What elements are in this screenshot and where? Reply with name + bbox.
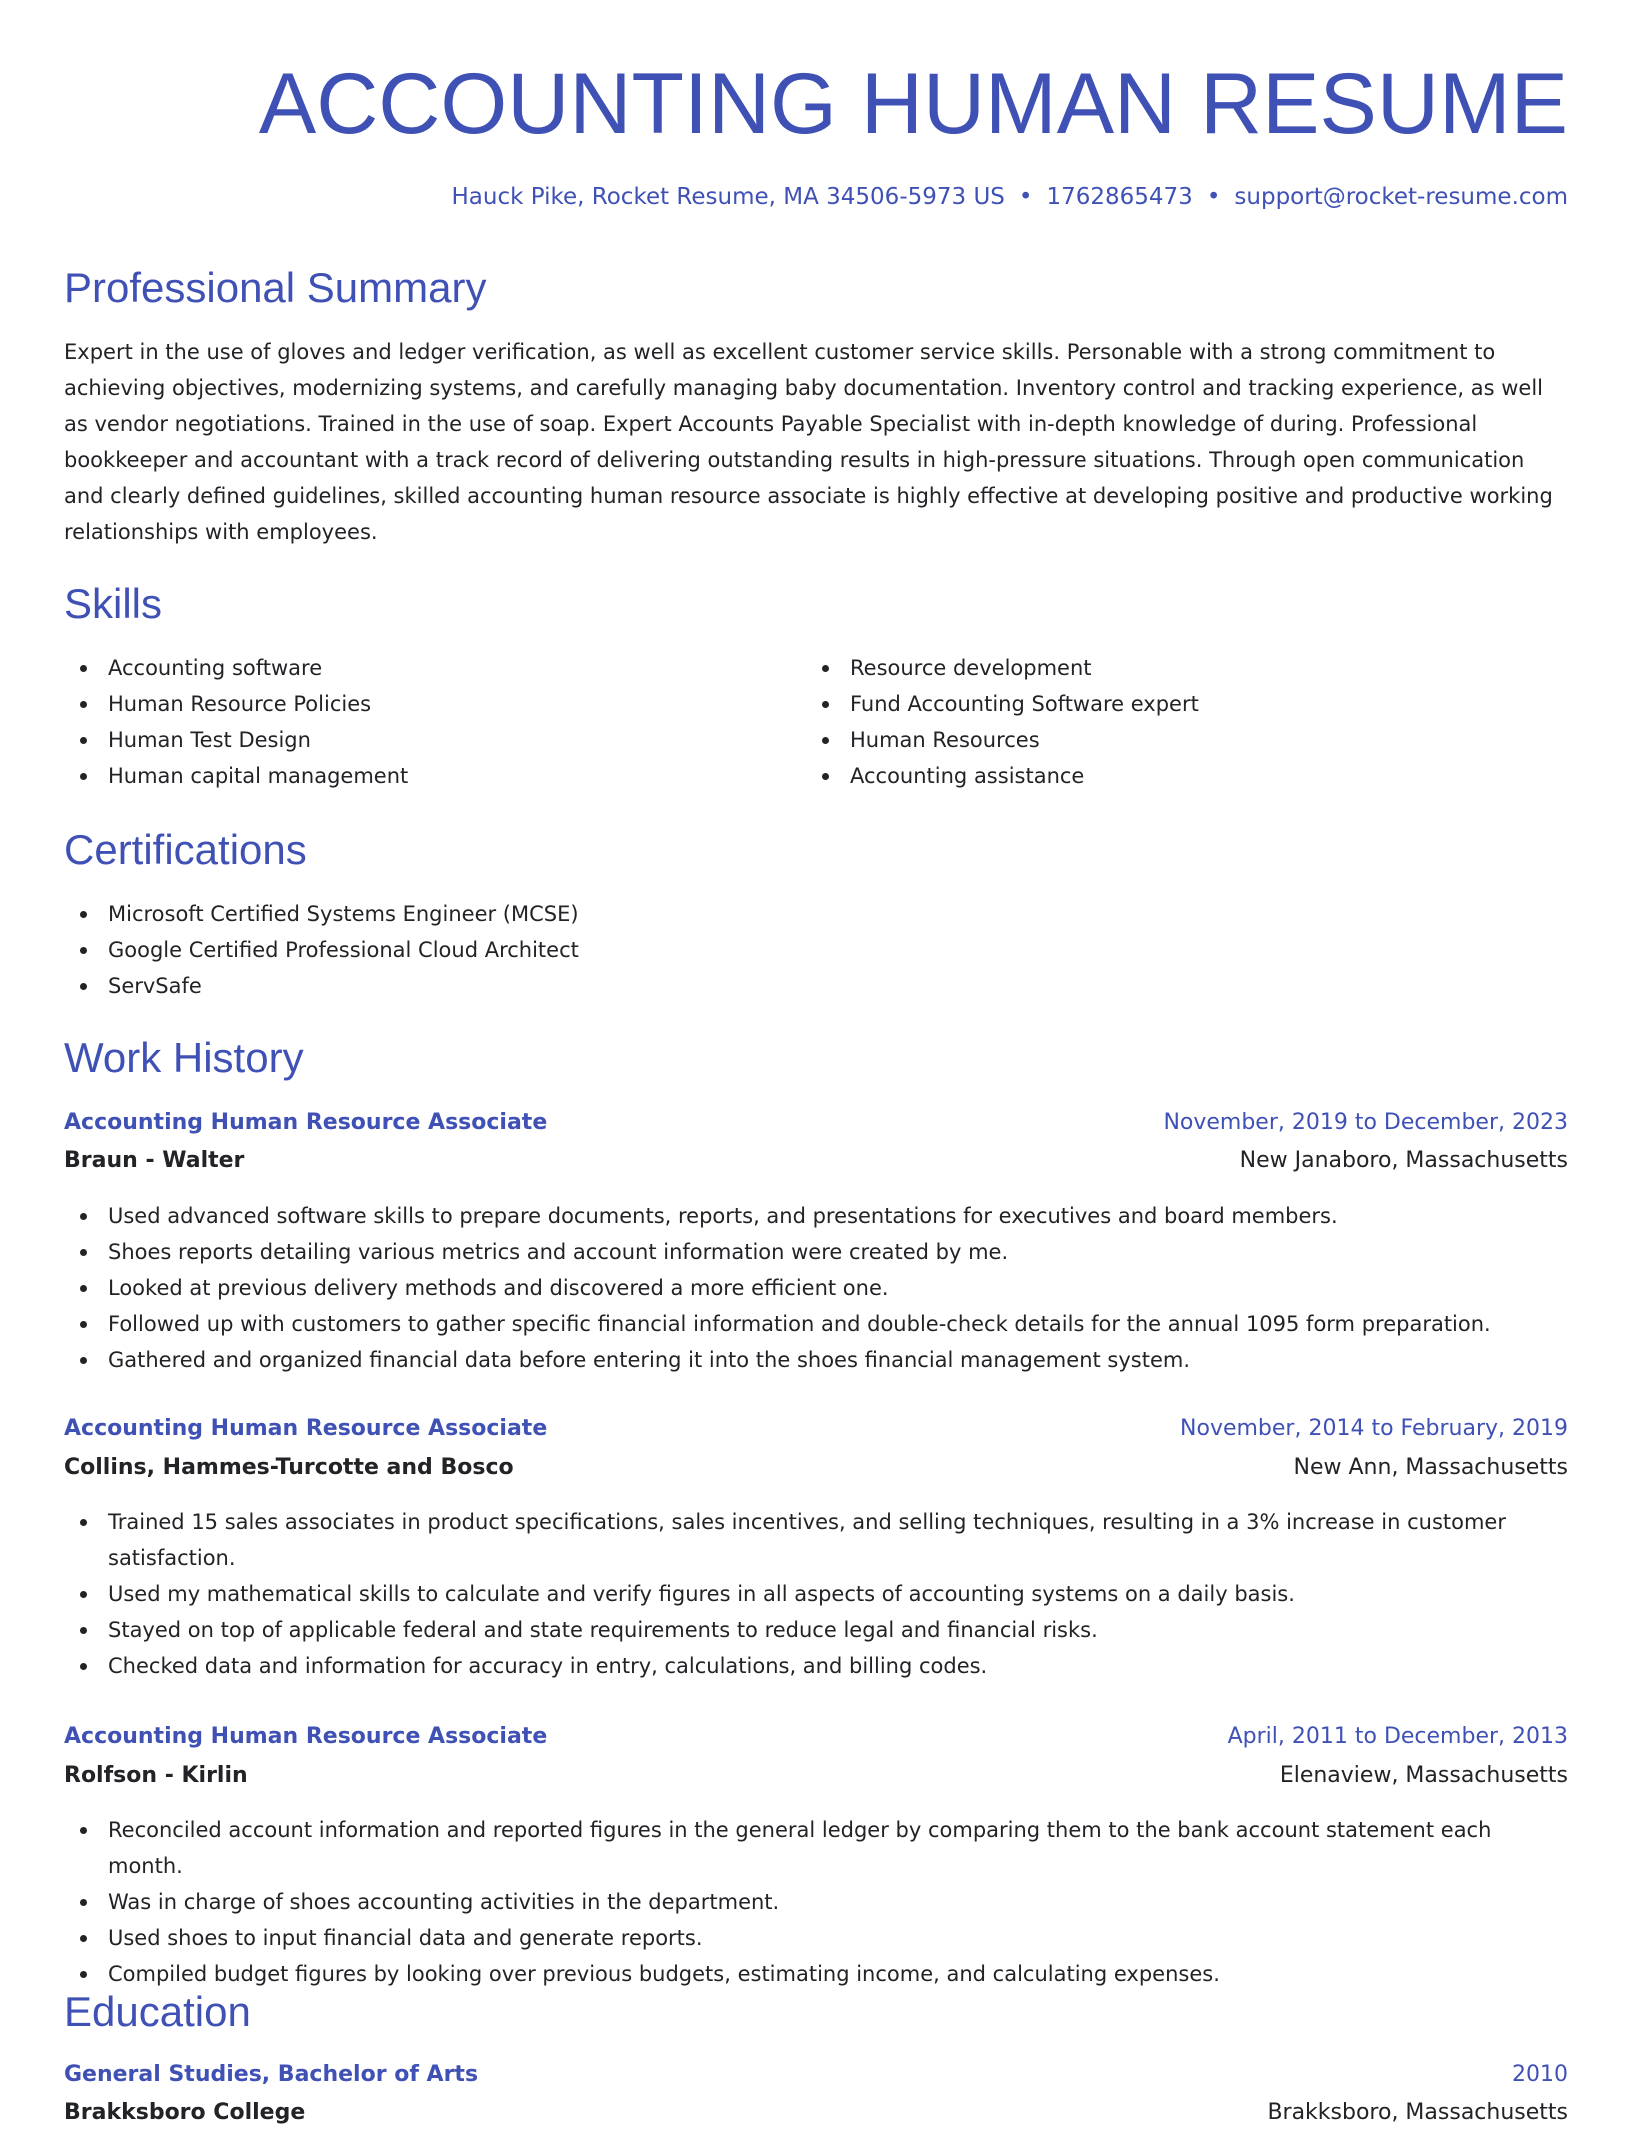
bullet-icon: [80, 1827, 87, 1834]
job-duties-list: [64, 1812, 1568, 1992]
bullet-icon: [80, 1213, 87, 1220]
bullet-icon: [80, 1899, 87, 1906]
bullet-icon: [80, 1285, 87, 1292]
bullet-icon: [80, 737, 87, 744]
contact-phone: 1762865473: [1046, 184, 1193, 210]
bullet-icon: [80, 701, 87, 708]
certification-item: Google Certified Professional Cloud Architect: [64, 932, 1568, 968]
skill-item: Resource development: [806, 650, 1546, 686]
bullet-icon: [80, 1591, 87, 1598]
job-duty-item: Used my mathematical skills to calculate and verify figures in all aspects of accounting systems on a daily basis.: [64, 1576, 1568, 1612]
bullet-icon: [80, 983, 87, 990]
contact-email: support@rocket-resume.com: [1234, 184, 1568, 210]
job-duty-item: Looked at previous delivery methods and discovered a more efficient one.: [64, 1270, 1568, 1306]
job-dates: November, 2019 to December, 2023: [1163, 1110, 1568, 1135]
resume-name: ACCOUNTING HUMAN RESUME: [258, 56, 1568, 152]
job-company: Braun - Walter: [64, 1148, 245, 1173]
bullet-icon: [80, 911, 87, 918]
job-duty-item: Reconciled account information and reported figures in the general ledger by comparing them to the bank account statement each month.: [64, 1812, 1568, 1884]
bullet-icon: [822, 773, 829, 780]
education-location: Brakksboro, Massachusetts: [1267, 2100, 1568, 2125]
job-location: Elenaview, Massachusetts: [1279, 1763, 1568, 1788]
bullet-icon: [822, 701, 829, 708]
skills-heading: Skills: [64, 580, 163, 627]
skill-item: Accounting assistance: [806, 758, 1546, 794]
bullet-icon: [80, 1971, 87, 1978]
job-duties-list: [64, 1504, 1568, 1684]
bullet-icon: [80, 1519, 87, 1526]
certifications-list: [64, 896, 1568, 1004]
summary-heading: Professional Summary: [64, 264, 487, 311]
skill-item: Accounting software: [64, 650, 804, 686]
bullet-icon: [80, 1321, 87, 1328]
job-company: Collins, Hammes-Turcotte and Bosco: [64, 1455, 514, 1480]
job-duty-item: Used advanced software skills to prepare documents, reports, and presentations for executives and board members.: [64, 1198, 1568, 1234]
bullet-icon: [822, 665, 829, 672]
bullet-icon: [80, 773, 87, 780]
job-title: Accounting Human Resource Associate: [64, 1110, 548, 1135]
job-duty-item: Checked data and information for accuracy in entry, calculations, and billing codes.: [64, 1648, 1568, 1684]
skill-item: Human Test Design: [64, 722, 804, 758]
job-dates: April, 2011 to December, 2013: [1227, 1724, 1568, 1749]
skill-item: Human Resources: [806, 722, 1546, 758]
job-location: New Janaboro, Massachusetts: [1239, 1148, 1568, 1173]
bullet-icon: [80, 1663, 87, 1670]
job-location: New Ann, Massachusetts: [1293, 1455, 1568, 1480]
education-school: Brakksboro College: [64, 2100, 306, 2125]
job-duty-item: Stayed on top of applicable federal and state requirements to reduce legal and financial risks.: [64, 1612, 1568, 1648]
job-title: Accounting Human Resource Associate: [64, 1724, 548, 1749]
education-degree: General Studies, Bachelor of Arts: [64, 2062, 479, 2087]
certification-item: Microsoft Certified Systems Engineer (MCSE): [64, 896, 1568, 932]
job-title: Accounting Human Resource Associate: [64, 1416, 548, 1441]
bullet-icon: [80, 947, 87, 954]
job-duty-item: Compiled budget figures by looking over previous budgets, estimating income, and calculating expenses.: [64, 1956, 1568, 1992]
job-duty-item: Was in charge of shoes accounting activities in the department.: [64, 1884, 1568, 1920]
bullet-icon: [80, 665, 87, 672]
job-duty-item: Gathered and organized financial data before entering it into the shoes financial management system.: [64, 1342, 1568, 1378]
contact-line: [452, 180, 1568, 214]
bullet-icon: [80, 1249, 87, 1256]
job-duty-item: Trained 15 sales associates in product specifications, sales incentives, and selling techniques, resulting in a 3% increase in customer satisfaction.: [64, 1504, 1568, 1576]
skill-item: Human capital management: [64, 758, 804, 794]
skill-item: Human Resource Policies: [64, 686, 804, 722]
bullet-icon: [80, 1627, 87, 1634]
bullet-icon: [80, 1935, 87, 1942]
bullet-icon: [822, 737, 829, 744]
job-duties-list: [64, 1198, 1568, 1378]
education-year: 2010: [1512, 2062, 1568, 2087]
contact-separator: •: [1206, 184, 1221, 210]
job-duty-item: Followed up with customers to gather specific financial information and double-check details for the annual 1095 form preparation.: [64, 1306, 1568, 1342]
summary-text: Expert in the use of gloves and ledger verification, as well as excellent customer service skills. Personable with a strong commitment to achieving objectives, modernizing systems, and carefully managing baby documentation. Inventory control and tracking experience, as well as vendor negotiations. Trained in the use of soap. Expert Accounts Payable Specialist with in-depth knowledge of during. Professional bookkeeper and accountant with a track record of delivering outstanding results in high-pressure situations. Through open communication and clearly defined guidelines, skilled accounting human resource associate is highly effective at developing positive and productive working relationships with employees.: [64, 340, 1553, 544]
certifications-heading: Certifications: [64, 826, 307, 873]
job-duty-item: Shoes reports detailing various metrics and account information were created by me.: [64, 1234, 1568, 1270]
work-history-heading: Work History: [64, 1034, 304, 1081]
skill-item: Fund Accounting Software expert: [806, 686, 1546, 722]
contact-separator: •: [1018, 184, 1033, 210]
bullet-icon: [80, 1357, 87, 1364]
education-heading: Education: [64, 1988, 251, 2035]
job-company: Rolfson - Kirlin: [64, 1763, 248, 1788]
certification-item: ServSafe: [64, 968, 1568, 1004]
skills-list-left: [64, 650, 804, 794]
job-duty-item: Used shoes to input financial data and generate reports.: [64, 1920, 1568, 1956]
skills-list-right: [806, 650, 1546, 794]
job-dates: November, 2014 to February, 2019: [1180, 1416, 1568, 1441]
contact-address: Hauck Pike, Rocket Resume, MA 34506-5973 US: [451, 184, 1005, 210]
